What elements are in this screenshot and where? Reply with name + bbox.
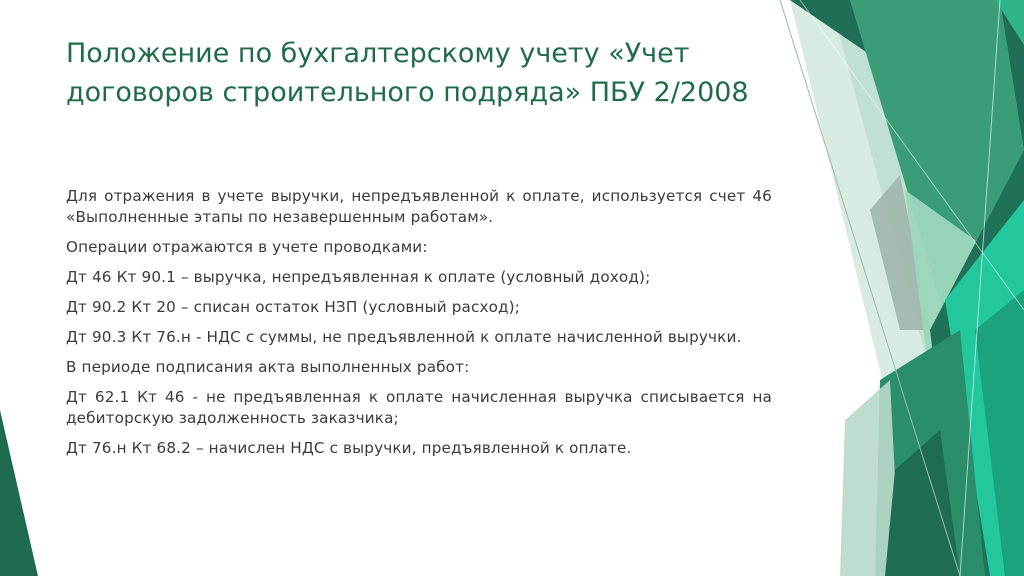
- slide-title: Положение по бухгалтерскому учету «Учет договоров строительного подряда» ПБУ 2/2008: [66, 38, 749, 108]
- slide-body: [66, 186, 772, 468]
- paragraph-operations-heading: Операции отражаются в учете проводками:: [66, 238, 428, 256]
- paragraph-entry-90-2-20: Дт 90.2 Кт 20 – списан остаток НЗП (условный расход);: [66, 298, 521, 316]
- paragraph-act-period-heading: В периоде подписания акта выполненных работ:: [66, 358, 470, 376]
- paragraph-entry-90-3-76: Дт 90.3 Кт 76.н - НДС с суммы, не предъявленной к оплате начисленной выручки.: [66, 328, 742, 346]
- paragraph-entry-76-68-2: Дт 76.н Кт 68.2 – начислен НДС с выручки, предъявленной к оплате.: [66, 439, 632, 457]
- paragraph-intro: Для отражения в учете выручки, непредъявленной к оплате, используется счет 46 «Выполненные этапы по незавершенным работам».: [66, 187, 772, 226]
- deco-left-triangle: [0, 410, 38, 576]
- paragraph-entry-46-90-1: Дт 46 Кт 90.1 – выручка, непредъявленная к оплате (условный доход);: [66, 268, 651, 286]
- paragraph-entry-62-1-46: Дт 62.1 Кт 46 - не предъявленная к оплате начисленная выручка списывается на дебиторскую задолженность заказчика;: [66, 388, 772, 427]
